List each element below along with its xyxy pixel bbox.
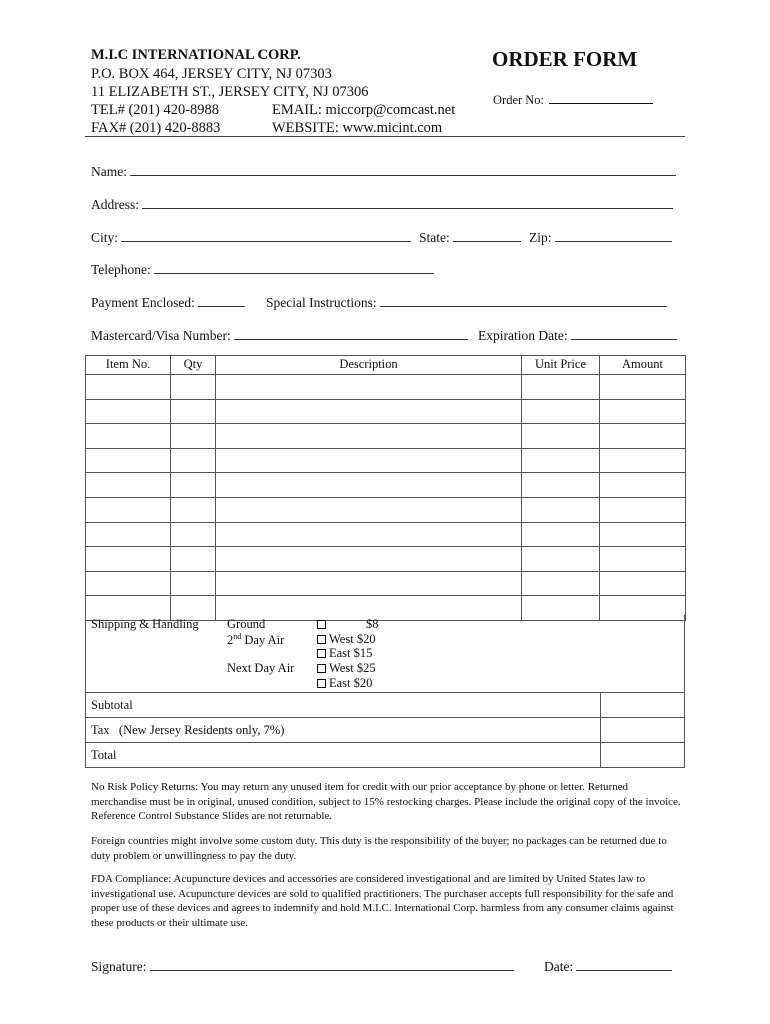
- amount-cell[interactable]: [600, 399, 686, 424]
- telephone-line[interactable]: [154, 261, 434, 274]
- state-line[interactable]: [453, 229, 521, 242]
- order-number-line: [549, 92, 653, 104]
- unit-price-cell[interactable]: [522, 399, 600, 424]
- signature-label: Signature:: [91, 959, 147, 974]
- amount-cell[interactable]: [600, 424, 686, 449]
- checkbox[interactable]: [317, 620, 326, 629]
- amount-cell[interactable]: [600, 375, 686, 400]
- unit-price-cell[interactable]: [522, 424, 600, 449]
- next-day-air-label: Next Day Air: [227, 661, 295, 675]
- address-line[interactable]: [142, 196, 673, 209]
- total-label: Total: [91, 748, 117, 762]
- subtotal-row: [85, 693, 685, 718]
- description-cell[interactable]: [216, 497, 522, 522]
- city-field[interactable]: [91, 229, 411, 246]
- description-cell[interactable]: [216, 547, 522, 572]
- table-row: [86, 497, 686, 522]
- amount-cell[interactable]: [600, 448, 686, 473]
- table-row: [86, 571, 686, 596]
- unit-price-cell[interactable]: [522, 571, 600, 596]
- po-box-address: P.O. BOX 464, JERSEY CITY, NJ 07303: [91, 66, 332, 82]
- header-divider: [85, 136, 685, 137]
- company-name: M.I.C INTERNATIONAL CORP.: [91, 47, 301, 63]
- description-cell[interactable]: [216, 399, 522, 424]
- qty-cell[interactable]: [171, 522, 216, 547]
- expiration-field[interactable]: [478, 327, 677, 344]
- address-label: Address:: [91, 197, 139, 212]
- qty-cell[interactable]: [171, 424, 216, 449]
- ground-label: Ground: [227, 617, 266, 631]
- qty-cell[interactable]: [171, 571, 216, 596]
- unit-price-cell[interactable]: [522, 522, 600, 547]
- tax-label: Tax (New Jersey Residents only, 7%): [91, 723, 285, 737]
- ground-option[interactable]: $8: [317, 617, 379, 632]
- column-header: Qty: [171, 356, 216, 375]
- shipping-label: Shipping & Handling: [91, 617, 199, 631]
- zip-line[interactable]: [555, 229, 672, 242]
- state-field[interactable]: [419, 229, 521, 246]
- amount-cell[interactable]: [600, 473, 686, 498]
- name-field[interactable]: [91, 163, 676, 180]
- total-amount-cell[interactable]: [600, 743, 686, 767]
- telephone-field[interactable]: [91, 261, 434, 278]
- shipping-section: [85, 615, 685, 693]
- next-day-west-option[interactable]: West $25: [317, 661, 376, 676]
- table-row: [86, 522, 686, 547]
- qty-cell[interactable]: [171, 497, 216, 522]
- description-cell[interactable]: [216, 375, 522, 400]
- unit-price-cell[interactable]: [522, 547, 600, 572]
- column-header: Description: [216, 356, 522, 375]
- second-day-west-option[interactable]: West $20: [317, 632, 376, 647]
- expiration-label: Expiration Date:: [478, 328, 568, 343]
- name-line[interactable]: [130, 163, 676, 176]
- website: WEBSITE: www.micint.com: [272, 120, 443, 136]
- item-no-cell[interactable]: [86, 375, 171, 400]
- table-row: [86, 424, 686, 449]
- telephone-label: Telephone:: [91, 262, 151, 277]
- amount-cell[interactable]: [600, 571, 686, 596]
- payment-line[interactable]: [198, 294, 245, 307]
- item-no-cell[interactable]: [86, 547, 171, 572]
- table-row: [86, 375, 686, 400]
- item-no-cell[interactable]: [86, 571, 171, 596]
- item-no-cell[interactable]: [86, 399, 171, 424]
- payment-label: Payment Enclosed:: [91, 295, 195, 310]
- foreign-duty-policy: Foreign countries might involve some custom duty. This duty is the responsibility of the buyer; no packages can be returned due to duty problem or unwillingness to pay the duty.: [91, 835, 667, 862]
- name-label: Name:: [91, 164, 127, 179]
- zip-label: Zip:: [529, 230, 552, 245]
- qty-cell[interactable]: [171, 399, 216, 424]
- expiration-line[interactable]: [571, 327, 677, 340]
- payment-field[interactable]: [91, 294, 245, 311]
- order-number-field[interactable]: [493, 92, 653, 108]
- item-no-cell[interactable]: [86, 473, 171, 498]
- amount-cell[interactable]: [600, 547, 686, 572]
- checkbox[interactable]: [317, 649, 326, 658]
- item-no-cell[interactable]: [86, 497, 171, 522]
- amount-cell[interactable]: [600, 522, 686, 547]
- description-cell[interactable]: [216, 522, 522, 547]
- fax-number: FAX# (201) 420-8883: [91, 120, 221, 136]
- subtotal-amount-cell[interactable]: [600, 693, 686, 717]
- item-no-cell[interactable]: [86, 448, 171, 473]
- instructions-field[interactable]: [266, 294, 667, 311]
- card-number-field[interactable]: [91, 327, 468, 344]
- column-header: Amount: [600, 356, 686, 375]
- table-header-row: [86, 356, 686, 375]
- second-day-air-label: 2nd Day Air: [227, 632, 285, 648]
- date-label: Date:: [544, 959, 574, 974]
- telephone-number: TEL# (201) 420-8988: [91, 102, 220, 118]
- city-line[interactable]: [121, 229, 411, 242]
- checkbox[interactable]: [317, 679, 326, 688]
- table-row: [86, 399, 686, 424]
- signature-line[interactable]: [150, 958, 514, 971]
- form-title: ORDER FORM: [492, 47, 638, 71]
- order-number-label: Order No:: [493, 93, 545, 107]
- subtotal-label: Subtotal: [91, 698, 133, 712]
- item-no-cell[interactable]: [86, 522, 171, 547]
- items-table: [85, 355, 686, 621]
- qty-cell[interactable]: [171, 448, 216, 473]
- column-header: Unit Price: [522, 356, 600, 375]
- unit-price-cell[interactable]: [522, 473, 600, 498]
- card-number-line[interactable]: [234, 327, 468, 340]
- fda-compliance: FDA Compliance: Acupuncture devices and accessories are considered investigational and are limited by United States law to investigational use. Acupuncture devices are sold to qualified practitioners. The purchaser accepts full responsibility for the safe and proper use of these devices and agrees to indemnify and hold M.I.C. International Corp. harmless from any consumer claims against these products or their ultimate use.: [91, 873, 674, 929]
- checkbox[interactable]: [317, 635, 326, 644]
- state-label: State:: [419, 230, 450, 245]
- second-day-east-option[interactable]: East $15: [317, 646, 372, 661]
- signature-field[interactable]: [91, 958, 514, 975]
- item-no-cell[interactable]: [86, 424, 171, 449]
- table-row: [86, 473, 686, 498]
- instructions-line[interactable]: [380, 294, 667, 307]
- address-field[interactable]: [91, 196, 673, 213]
- city-label: City:: [91, 230, 119, 245]
- returns-policy: No Risk Policy Returns: You may return any unused item for credit with our prior acceptance by phone or letter. Returned merchandise must be in original, unused condition, subject to 15% restocking charges. Please include the original copy of the invoice. Reference Control Substance Slides are not returnable.: [91, 781, 681, 822]
- next-day-east-option[interactable]: East $20: [317, 676, 372, 691]
- description-cell[interactable]: [216, 424, 522, 449]
- tax-amount-cell[interactable]: [600, 718, 686, 742]
- description-cell[interactable]: [216, 448, 522, 473]
- total-row: [85, 743, 685, 768]
- table-row: [86, 448, 686, 473]
- qty-cell[interactable]: [171, 547, 216, 572]
- date-field[interactable]: [544, 958, 672, 975]
- description-cell[interactable]: [216, 473, 522, 498]
- card-number-label: Mastercard/Visa Number:: [91, 328, 231, 343]
- qty-cell[interactable]: [171, 375, 216, 400]
- description-cell[interactable]: [216, 571, 522, 596]
- street-address: 11 ELIZABETH ST., JERSEY CITY, NJ 07306: [91, 84, 369, 100]
- unit-price-cell[interactable]: [522, 448, 600, 473]
- tax-row: [85, 718, 685, 743]
- column-header: Item No.: [86, 356, 171, 375]
- qty-cell[interactable]: [171, 473, 216, 498]
- email-address: EMAIL: miccorp@comcast.net: [272, 102, 456, 118]
- instructions-label: Special Instructions:: [266, 295, 377, 310]
- zip-field[interactable]: [529, 229, 672, 246]
- date-line[interactable]: [576, 958, 672, 971]
- amount-cell[interactable]: [600, 497, 686, 522]
- checkbox[interactable]: [317, 664, 326, 673]
- unit-price-cell[interactable]: [522, 497, 600, 522]
- unit-price-cell[interactable]: [522, 375, 600, 400]
- table-row: [86, 547, 686, 572]
